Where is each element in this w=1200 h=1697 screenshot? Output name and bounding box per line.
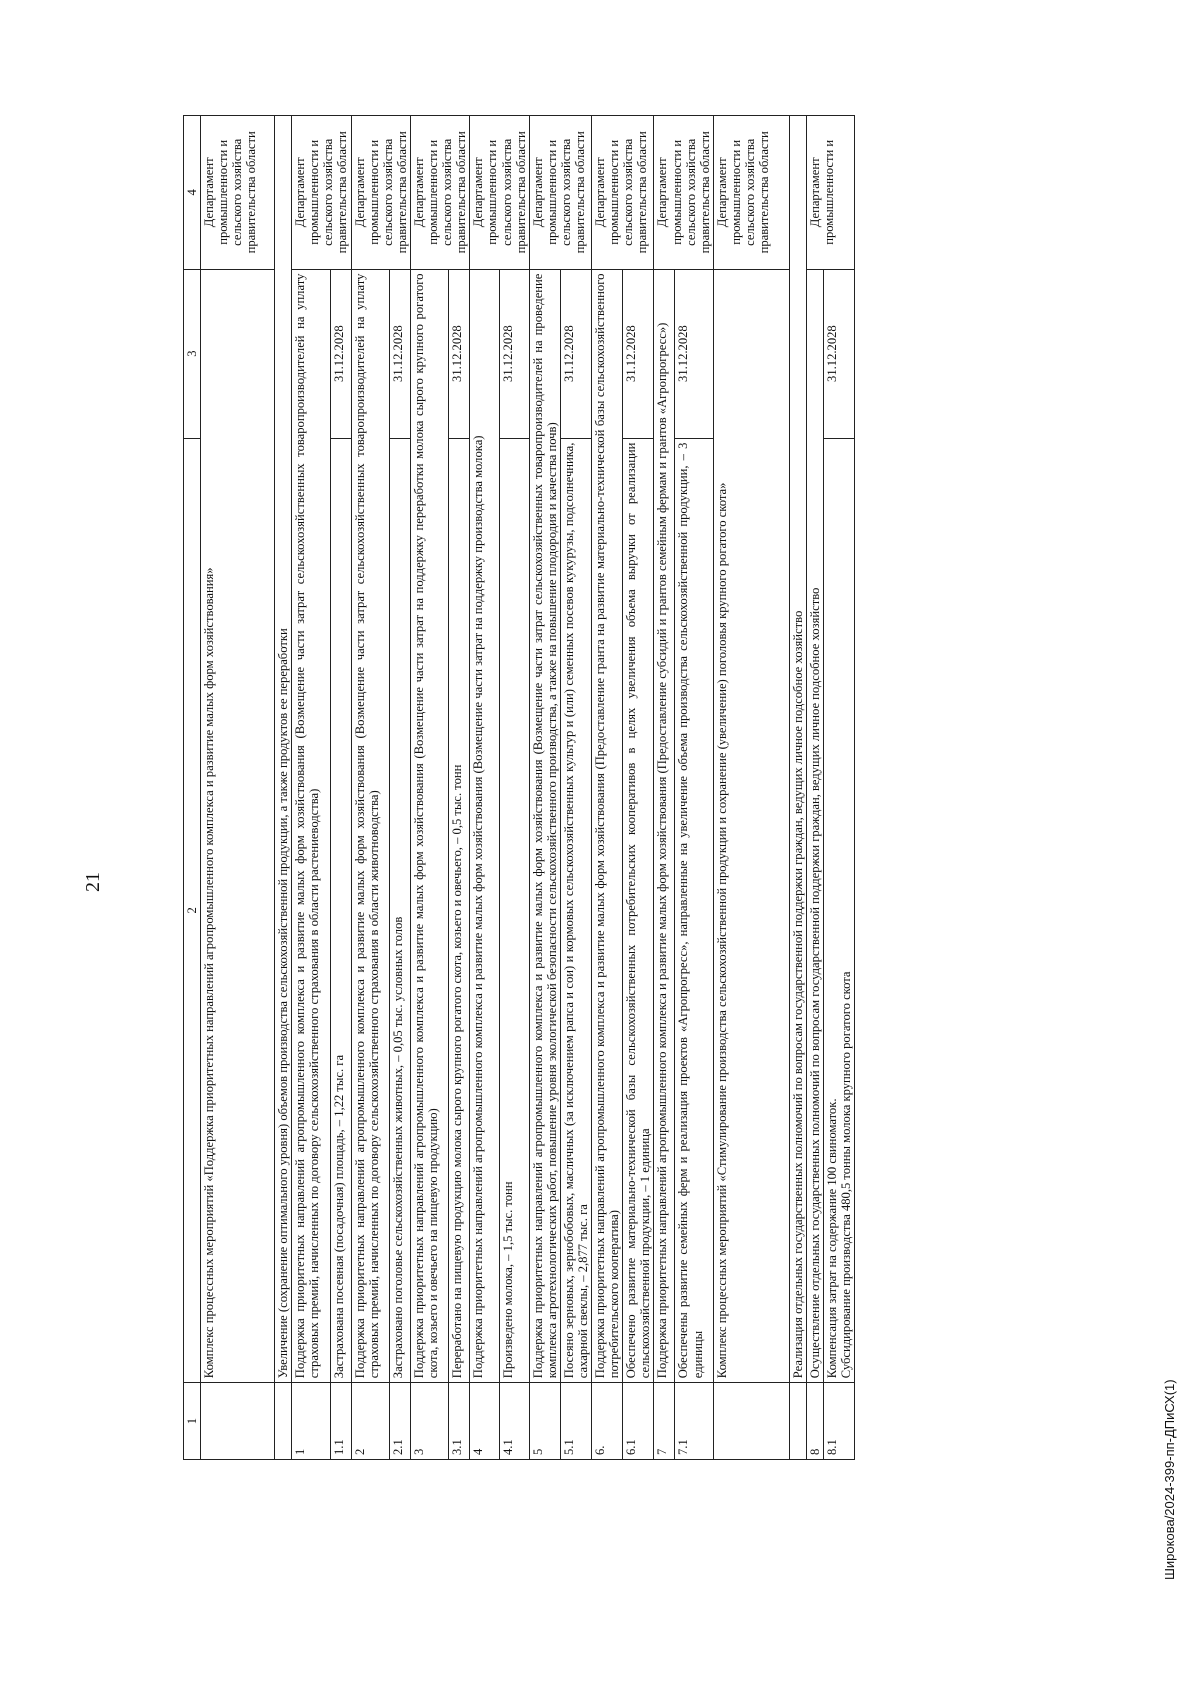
row-date: 31.12.2028 bbox=[330, 269, 351, 438]
row-number: 4.1 bbox=[500, 1383, 530, 1460]
row-text: Поддержка приоритетных направлений агропромышленного комплекса и развитие малых форм хозяйствования (Предоставление гранта на развитие материально-технической базы сельскохозяйственного потребительского кооператива) bbox=[592, 269, 623, 1383]
row-date: 31.12.2028 bbox=[623, 269, 654, 438]
row-text bbox=[824, 438, 855, 1383]
row-text: Застраховано поголовье сельскохозяйственных животных, – 0,05 тыс. условных голов bbox=[389, 438, 410, 1383]
section-row bbox=[275, 116, 292, 1460]
row-text: Поддержка приоритетных направлений агропромышленного комплекса и развитие малых форм хозяйствования (Возмещение части затрат сельскохозяйственных товаропроизводителей на уплату страховых премий, начисленных по договору сельскохозяйственного страхования в области животноводства) bbox=[351, 269, 389, 1383]
complex-row bbox=[201, 116, 275, 1460]
row-text: Переработано на пищевую продукцию молока сырого крупного рогатого скота, козьего и овечьего, – 0,5 тыс. тонн bbox=[449, 438, 470, 1383]
row-date: 31.12.2028 bbox=[500, 269, 530, 438]
row-number: 7.1 bbox=[675, 1383, 713, 1460]
row-dept: Департамент промышленности и сельского хозяйства правительства области bbox=[529, 116, 591, 270]
row-text: Поддержка приоритетных направлений агропромышленного комплекса и развитие малых форм хозяйствования (Предоставление субсидий и грантов семейным фермам и грантов «Агропрогресс») bbox=[654, 269, 675, 1383]
row-number: 6.1 bbox=[623, 1383, 654, 1460]
row-number: 6. bbox=[592, 1383, 623, 1460]
table-row bbox=[824, 116, 855, 1460]
row-text-line: Компенсация затрат на содержание 100 свиноматок. bbox=[825, 1098, 839, 1379]
row-text: Поддержка приоритетных направлений агропромышленного комплекса и развитие малых форм хозяйствования (Возмещение части затрат сельскохозяйственных товаропроизводителей на проведение комплекса агротехнологических работ, повышение уровня экологической безопасности сельскохозяйственного производства, а также на повышение плодородия и качества почв) bbox=[529, 269, 560, 1383]
table-row bbox=[592, 116, 623, 1460]
table-row bbox=[529, 116, 560, 1460]
row-dept: Департамент промышленности и сельского хозяйства правительства области bbox=[410, 116, 469, 270]
row-number: 2 bbox=[351, 1383, 389, 1460]
table-row bbox=[470, 116, 500, 1460]
table-row bbox=[389, 116, 410, 1460]
complex-title: Комплекс процессных мероприятий «Стимулирование производства сельскохозяйственной продукции и сохранение (увеличение) поголовья крупного рогатого скота» bbox=[713, 269, 789, 1383]
row-dept: Департамент промышленности и сельского хозяйства правительства области bbox=[654, 116, 713, 270]
row-text: Произведено молока, – 1,5 тыс. тонн bbox=[500, 438, 530, 1383]
row-number: 4 bbox=[470, 1383, 500, 1460]
section-title: Реализация отдельных государственных полномочий по вопросам государственной поддержки граждан, ведущих личное подсобное хозяйство bbox=[789, 116, 806, 1383]
section-row bbox=[789, 116, 806, 1460]
row-number: 7 bbox=[654, 1383, 675, 1460]
row-dept: Департамент промышленности и сельского хозяйства правительства области bbox=[351, 116, 410, 270]
row-number: 8 bbox=[806, 1383, 823, 1460]
table-row bbox=[623, 116, 654, 1460]
table-row bbox=[675, 116, 713, 1460]
row-text: Застрахована посевная (посадочная) площадь, – 1,22 тыс. га bbox=[330, 438, 351, 1383]
table-row bbox=[560, 116, 591, 1460]
complex-title: Комплекс процессных мероприятий «Поддержка приоритетных направлений агропромышленного комплекса и развитие малых форм хозяйствования» bbox=[201, 269, 275, 1383]
row-text: Поддержка приоритетных направлений агропромышленного комплекса и развитие малых форм хозяйствования (Возмещение части затрат на поддержку переработки молока сырого крупного рогатого скота, козьего и овечьего на пищевую продукцию) bbox=[410, 269, 448, 1383]
table-row bbox=[292, 116, 330, 1460]
row-date: 31.12.2028 bbox=[560, 269, 591, 438]
row-text: Поддержка приоритетных направлений агропромышленного комплекса и развитие малых форм хозяйствования (Возмещение части затрат сельскохозяйственных товаропроизводителей на уплату страховых премий, начисленных по договору сельскохозяйственного страхования в области растениеводства) bbox=[292, 269, 330, 1383]
document-footer-code: Широкова/2024-399-пп-ДПиСХ(1) bbox=[1162, 1379, 1177, 1580]
table-row bbox=[806, 116, 823, 1460]
row-number: 1 bbox=[292, 1383, 330, 1460]
row-number: 3.1 bbox=[449, 1383, 470, 1460]
row-date: 31.12.2028 bbox=[824, 269, 855, 438]
rotated-table-container bbox=[183, 115, 1043, 1460]
row-number: 3 bbox=[410, 1383, 448, 1460]
complex-dept: Департамент промышленности и сельского хозяйства правительства области bbox=[713, 116, 789, 270]
table-row bbox=[351, 116, 389, 1460]
row-text: Осуществление отдельных государственных полномочий по вопросам государственной поддержки граждан, ведущих личное подсобное хозяйство bbox=[806, 269, 823, 1383]
row-text: Поддержка приоритетных направлений агропромышленного комплекса и развитие малых форм хозяйствования (Возмещение части затрат на поддержку производства молока) bbox=[470, 269, 500, 1383]
row-number: 1.1 bbox=[330, 1383, 351, 1460]
header-col-4: 4 bbox=[184, 116, 201, 270]
table-header-row bbox=[184, 116, 201, 1460]
table-row bbox=[410, 116, 448, 1460]
row-number: 8.1 bbox=[824, 1383, 855, 1460]
table-row bbox=[330, 116, 351, 1460]
complex-row bbox=[713, 116, 789, 1460]
row-date: 31.12.2028 bbox=[389, 269, 410, 438]
row-text: Посеяно зерновых, зернобобовых, масличных (за исключением рапса и сои) и кормовых сельскохозяйственных культур и (или) семенных посевов кукурузы, подсолнечника, сахарной свеклы, – 2,877 тыс. га bbox=[560, 438, 591, 1383]
row-date: 31.12.2028 bbox=[449, 269, 470, 438]
row-number: 5.1 bbox=[560, 1383, 591, 1460]
page-number: 21 bbox=[82, 872, 104, 892]
row-text: Обеспечены развитие семейных ферм и реализация проектов «Агропрогресс», направленные на увеличение объема производства сельскохозяйственной продукции, – 3 единицы bbox=[675, 438, 713, 1383]
row-dept: Департамент промышленности и сельского хозяйства правительства области bbox=[292, 116, 351, 270]
row-number: 5 bbox=[529, 1383, 560, 1460]
row-dept: Департамент промышленности и сельского хозяйства правительства области bbox=[470, 116, 529, 270]
complex-dept: Департамент промышленности и сельского хозяйства правительства области bbox=[201, 116, 275, 270]
row-dept: Департамент промышленности и сельского хозяйства правительства области bbox=[592, 116, 654, 270]
row-date: 31.12.2028 bbox=[675, 269, 713, 438]
table-row bbox=[449, 116, 470, 1460]
row-dept: Департамент промышленности и bbox=[806, 116, 854, 270]
header-col-2: 2 bbox=[184, 438, 201, 1383]
table-row bbox=[654, 116, 675, 1460]
row-text: Обеспечено развитие материально-технической базы сельскохозяйственных потребительских кооперативов в целях увеличения объема выручки от реализации сельскохозяйственной продукции, – 1 единица bbox=[623, 438, 654, 1383]
section-title: Увеличение (сохранение оптимального уровня) объемов производства сельскохозяйственной продукции, а также продуктов ее переработки bbox=[275, 116, 292, 1383]
row-text-line: Субсидирование производства 480,5 тонны молока крупного рогатого скота bbox=[839, 971, 854, 1379]
header-col-3: 3 bbox=[184, 269, 201, 438]
row-number: 2.1 bbox=[389, 1383, 410, 1460]
table-row bbox=[500, 116, 530, 1460]
measures-table bbox=[183, 115, 855, 1460]
header-col-1: 1 bbox=[184, 1383, 201, 1460]
